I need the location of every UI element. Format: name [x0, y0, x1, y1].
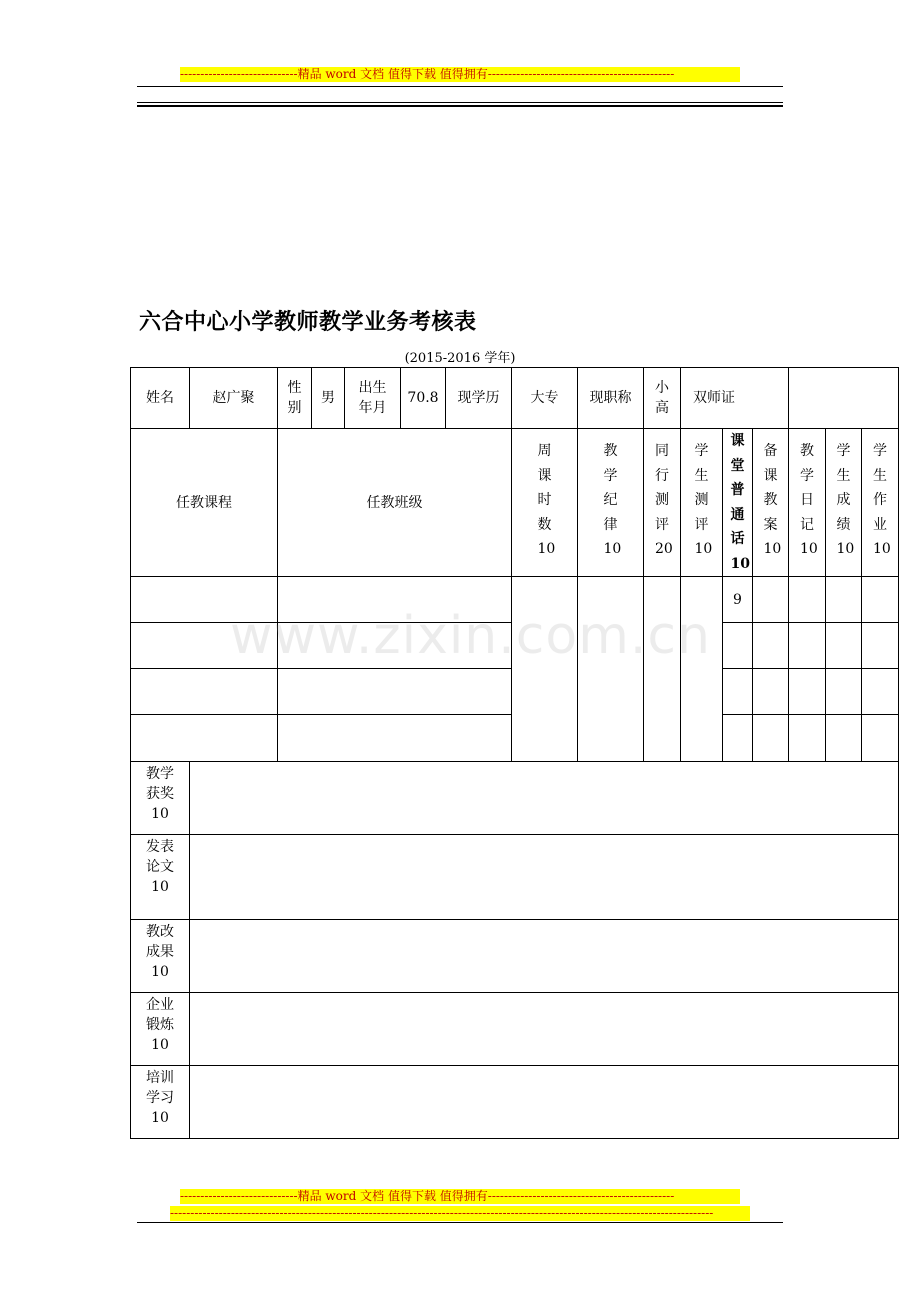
criterion-score: 10 — [537, 541, 556, 557]
category-line: 培训 — [146, 1070, 174, 1086]
category-line: 锻炼 — [146, 1017, 174, 1033]
criterion-char: 学 — [800, 467, 815, 484]
criterion-char: 生 — [694, 467, 709, 484]
criterion-char: 测 — [694, 492, 709, 508]
category-line: 教学 — [146, 766, 174, 782]
footer-banner: -----------------------------精品 word 文档 值得下载 值得拥有---------------------------------------------- — [180, 1189, 740, 1204]
criterion-char: 记 — [800, 516, 815, 533]
grades-cell[interactable] — [826, 623, 862, 669]
category-content[interactable] — [190, 762, 899, 835]
criterion-score: 10 — [763, 541, 782, 557]
criterion-char: 学 — [873, 443, 888, 459]
course-cell[interactable] — [131, 715, 278, 762]
school-year: (2015-2016 学年) — [404, 351, 516, 366]
category-content[interactable] — [190, 835, 899, 920]
diary-cell[interactable] — [789, 623, 826, 669]
criterion-char: 同 — [655, 443, 669, 459]
category-content[interactable] — [190, 993, 899, 1066]
criterion-char: 课 — [763, 467, 778, 484]
criterion-char: 周 — [537, 443, 552, 459]
criterion-char: 评 — [655, 516, 669, 533]
homework-cell[interactable] — [862, 715, 899, 762]
criterion-score: 20 — [655, 541, 673, 557]
title-label: 现职称 — [578, 368, 644, 429]
page-title: 六合中心小学教师教学业务考核表 — [139, 310, 477, 335]
criterion-char: 行 — [655, 467, 669, 484]
criteria-header-row — [131, 429, 899, 577]
criterion-peer-review — [644, 429, 681, 577]
criterion-char: 时 — [537, 492, 552, 508]
criterion-char: 学 — [836, 443, 851, 459]
name-label: 姓名 — [131, 368, 190, 429]
discipline-cell[interactable] — [578, 577, 644, 762]
birth-label: 出生 年月 — [345, 368, 401, 429]
criterion-char: 通 — [730, 506, 745, 523]
dual-cert-label: 双师证 — [681, 368, 789, 429]
homework-cell[interactable] — [862, 623, 899, 669]
category-row-reform — [131, 920, 899, 993]
criterion-char: 绩 — [836, 516, 851, 533]
category-label — [131, 993, 190, 1066]
criterion-score: 10 — [873, 541, 891, 557]
weekly-hours-cell[interactable] — [512, 577, 578, 762]
criterion-char: 成 — [836, 492, 851, 508]
category-row-awards — [131, 762, 899, 835]
criterion-char: 教 — [763, 492, 778, 508]
criterion-char: 生 — [836, 467, 851, 484]
category-line: 教改 — [146, 924, 174, 940]
criterion-score: 10 — [730, 555, 750, 572]
lesson-plan-cell[interactable] — [753, 577, 789, 623]
grades-cell[interactable] — [826, 669, 862, 715]
category-line: 学习 — [146, 1090, 174, 1106]
criterion-char: 业 — [873, 516, 888, 533]
course-cell[interactable] — [131, 577, 278, 623]
grades-cell[interactable] — [826, 715, 862, 762]
lesson-plan-cell[interactable] — [753, 715, 789, 762]
criterion-score: 10 — [603, 541, 622, 557]
header-rule-double-1 — [137, 102, 783, 103]
mandarin-score-cell[interactable] — [723, 715, 753, 762]
watermark: www.zixin.com.cn — [230, 606, 711, 666]
criterion-char: 堂 — [730, 457, 745, 474]
criterion-char: 日 — [800, 492, 815, 508]
category-line: 企业 — [146, 997, 174, 1013]
criterion-char: 普 — [730, 482, 745, 498]
criterion-char: 教 — [800, 443, 815, 459]
criterion-student-homework — [862, 429, 899, 577]
assessment-table — [130, 367, 899, 1139]
category-label — [131, 1066, 190, 1139]
criterion-lesson-plans — [753, 429, 789, 577]
criterion-char: 话 — [730, 531, 745, 547]
category-line: 发表 — [146, 839, 174, 855]
criterion-char: 测 — [655, 492, 669, 508]
lesson-plan-cell[interactable] — [753, 669, 789, 715]
criterion-weekly-hours — [512, 429, 578, 577]
category-row-papers — [131, 835, 899, 920]
category-line: 论文 — [146, 859, 174, 875]
education-label: 现学历 — [446, 368, 512, 429]
category-label — [131, 835, 190, 920]
criterion-teaching-diary — [789, 429, 826, 577]
education-value: 大专 — [512, 368, 578, 429]
header-rule-thick — [137, 86, 783, 87]
table-row — [131, 577, 899, 623]
peer-review-cell[interactable] — [644, 577, 681, 762]
homework-cell[interactable] — [862, 577, 899, 623]
category-line: 10 — [151, 1037, 169, 1053]
category-line: 成果 — [146, 944, 174, 960]
criterion-char: 律 — [603, 516, 618, 533]
diary-cell[interactable] — [789, 669, 826, 715]
gender-value: 男 — [312, 368, 345, 429]
criterion-char: 生 — [873, 467, 888, 484]
class-cell[interactable] — [278, 577, 512, 623]
class-cell[interactable] — [278, 669, 512, 715]
category-content[interactable] — [190, 920, 899, 993]
category-line: 10 — [151, 806, 169, 822]
title-value: 小 高 — [644, 368, 681, 429]
criterion-char: 教 — [603, 443, 618, 459]
criterion-classroom-mandarin — [723, 429, 753, 577]
criterion-char: 课 — [537, 467, 552, 484]
criterion-char: 数 — [537, 516, 552, 533]
student-review-cell[interactable] — [681, 577, 723, 762]
header-banner: -----------------------------精品 word 文档 值得下载 值得拥有---------------------------------------------- — [180, 67, 740, 82]
category-line: 10 — [151, 1110, 169, 1126]
category-label — [131, 762, 190, 835]
dual-cert-value — [789, 368, 899, 429]
criterion-char: 评 — [694, 516, 709, 533]
criterion-char: 课 — [730, 433, 745, 449]
criterion-char: 备 — [763, 443, 778, 459]
criterion-student-grades — [826, 429, 862, 577]
mandarin-score-cell[interactable] — [723, 623, 753, 669]
gender-label: 性 别 — [278, 368, 312, 429]
homework-cell[interactable] — [862, 669, 899, 715]
grades-cell[interactable] — [826, 577, 862, 623]
birth-value: 70.8 — [401, 368, 446, 429]
footer-rule — [137, 1222, 783, 1223]
criterion-char: 学 — [694, 443, 709, 459]
diary-cell[interactable] — [789, 715, 826, 762]
criterion-char: 案 — [763, 516, 778, 533]
category-line: 获奖 — [146, 786, 174, 802]
lesson-plan-cell[interactable] — [753, 623, 789, 669]
course-cell[interactable] — [131, 623, 278, 669]
criterion-char: 纪 — [603, 492, 618, 508]
header-rule-double-2 — [137, 105, 783, 107]
category-content[interactable] — [190, 1066, 899, 1139]
criterion-char: 作 — [873, 492, 888, 508]
criterion-teaching-discipline — [578, 429, 644, 577]
category-line: 10 — [151, 964, 169, 980]
category-row-enterprise — [131, 993, 899, 1066]
mandarin-score-cell[interactable]: 9 — [723, 577, 753, 623]
category-label — [131, 920, 190, 993]
category-row-training — [131, 1066, 899, 1139]
criterion-student-review — [681, 429, 723, 577]
class-header: 任教班级 — [278, 429, 512, 577]
diary-cell[interactable] — [789, 577, 826, 623]
criterion-score: 10 — [800, 541, 818, 557]
category-line: 10 — [151, 879, 169, 895]
course-header: 任教课程 — [131, 429, 278, 577]
criterion-score: 10 — [836, 541, 855, 557]
footer-banner-dashes: -------------------------------------------------------------------------------------------------------------------------------------- — [170, 1206, 750, 1221]
class-cell[interactable] — [278, 715, 512, 762]
criterion-char: 学 — [603, 467, 618, 484]
course-cell[interactable] — [131, 669, 278, 715]
criterion-score: 10 — [694, 541, 713, 557]
name-value: 赵广聚 — [190, 368, 278, 429]
class-cell[interactable] — [278, 623, 512, 669]
mandarin-score-cell[interactable] — [723, 669, 753, 715]
info-row — [131, 368, 899, 429]
